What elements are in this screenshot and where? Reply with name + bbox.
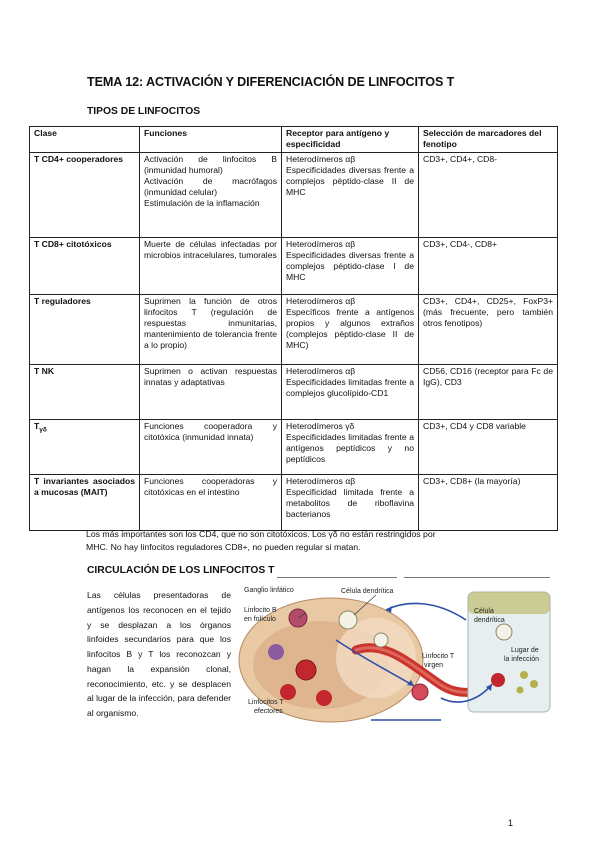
note-line: MHC. No hay linfocitos reguladores CD8+, no pueden regular si matan.: [86, 542, 361, 553]
label-linfocito-t-virgen: Linfocito T: [422, 653, 455, 660]
row-clase: T CD8+ citotóxicos: [30, 238, 140, 295]
funcion-line: Suprimen o activan respuestas innatas y adaptativas: [144, 366, 277, 387]
receptor-type: Heterodímeros γδ: [286, 421, 355, 431]
row-clase: T NK: [30, 365, 140, 420]
funcion-line: Funciones cooperadoras y citotóxicas en el intestino: [144, 476, 277, 497]
receptor-specificity: Específicos frente a antígenos propios y algunos extraños (complejos péptido-clase II de MHC): [286, 307, 414, 350]
receptor-type: Heterodímeros αβ: [286, 366, 356, 376]
row-funciones: [140, 365, 282, 420]
effector-t-cell: [316, 690, 332, 706]
label-ganglio: Ganglio linfático: [244, 587, 294, 594]
table-row: [30, 365, 558, 420]
page-number: 1: [508, 818, 514, 828]
receptor-type: Heterodímeros αβ: [286, 476, 356, 486]
receptor-type: Heterodímeros αβ: [286, 154, 356, 164]
row-funciones: [140, 153, 282, 238]
label-linfocito-b: en folículo: [244, 616, 276, 623]
section-title-tipos: TIPOS DE LINFOCITOS: [87, 106, 201, 117]
tissue-effector-t-cell: [491, 673, 505, 687]
row-marcadores: CD3+, CD4+, CD8-: [419, 153, 558, 238]
row-marcadores: CD3+, CD8+ (la mayoría): [419, 475, 558, 531]
section-title-circulacion: CIRCULACIÓN DE LOS LINFOCITOS T: [87, 565, 275, 576]
receptor-specificity: Especificidades diversas frente a complejos péptido-clase II de MHC: [286, 165, 414, 197]
header-funciones: Funciones: [140, 127, 282, 153]
clase-main: T: [34, 421, 40, 431]
row-receptor: [282, 365, 419, 420]
row-funciones: [140, 295, 282, 365]
section-divider: [404, 577, 550, 578]
tissue-dendritic-cell: [496, 624, 512, 640]
row-clase: T CD4+ cooperadores: [30, 153, 140, 238]
lymphocyte-circulation-figure: [236, 580, 554, 725]
row-funciones: [140, 420, 282, 475]
receptor-specificity: Especificidades limitadas frente a complejos glucolípido-CD1: [286, 377, 414, 398]
receptor-specificity: Especificidades diversas frente a complejos péptido-clase I de MHC: [286, 250, 414, 282]
circulation-diagram: [236, 580, 554, 725]
label-celula-dendritica-tejido: Célula: [474, 608, 494, 615]
label-linfocito-t-virgen: virgen: [424, 662, 444, 669]
row-clase: [30, 420, 140, 475]
table-row: [30, 295, 558, 365]
table-row: [30, 420, 558, 475]
row-clase: T invariantes asociados a mucosas (MAIT): [30, 475, 140, 531]
row-receptor: [282, 475, 419, 531]
circulation-paragraph: Las células presentadoras de antígenos los reconocen en el tejido y se desplazan a los órganos linfoides secundarios para que los linfocitos B y T los reconozcan y hagan la expansión clonal, reconocimiento, etc. y se desplacen al lugar de la infección, para defender al organismo.: [87, 590, 231, 719]
row-receptor: [282, 238, 419, 295]
header-marcadores: Selección de marcadores del fenotipo: [419, 127, 558, 153]
receptor-type: Heterodímeros αβ: [286, 239, 356, 249]
row-marcadores: CD3+, CD4+, CD25+, FoxP3+ (más frecuente, pero también otros fenotipos): [419, 295, 558, 365]
header-receptor: Receptor para antígeno y especificidad: [282, 127, 419, 153]
funcion-line: Suprimen la función de otros linfocitos T (regulación de respuestas inmunitarias, mantenimiento de tolerancia frente a lo propio): [144, 296, 277, 350]
bacterium: [530, 680, 538, 688]
table-notes: [86, 528, 516, 555]
receptor-specificity: Especificidad limitada frente a metabolitos de riboflavina bacterianos: [286, 487, 414, 519]
funcion-line: Muerte de células infectadas por microbios intracelulares, tumorales: [144, 239, 277, 260]
table-row: [30, 238, 558, 295]
b-lymphocyte-cell: [268, 644, 284, 660]
row-funciones: [140, 475, 282, 531]
bacterium: [517, 687, 524, 694]
row-marcadores: CD3+, CD4-, CD8+: [419, 238, 558, 295]
effector-t-cell: [280, 684, 296, 700]
funcion-line: Estimulación de la inflamación: [144, 198, 260, 208]
label-celula-dendritica: Célula dendrítica: [341, 588, 394, 595]
dendritic-cell: [339, 611, 357, 629]
funcion-line: Activación de macrófagos (inmunidad celular): [144, 176, 277, 197]
label-linfocito-b: Linfocito B: [244, 607, 277, 614]
table-header-row: [30, 127, 558, 153]
row-receptor: [282, 295, 419, 365]
page-title: TEMA 12: ACTIVACIÓN Y DIFERENCIACIÓN DE LINFOCITOS T: [87, 75, 455, 89]
row-clase: T reguladores: [30, 295, 140, 365]
header-clase: Clase: [30, 127, 140, 153]
clase-subscript: γδ: [39, 426, 47, 434]
funcion-line: Activación de linfocitos B (inmunidad humoral): [144, 154, 277, 175]
bacterium: [520, 671, 528, 679]
funcion-line: Funciones cooperadora y citotóxica (inmunidad innata): [144, 421, 277, 442]
label-linfocitos-t-efectores: Linfocitos T: [248, 699, 284, 706]
row-funciones: [140, 238, 282, 295]
lymphocyte-types-table: [29, 126, 558, 531]
effector-t-cell: [296, 660, 316, 680]
table-row: [30, 153, 558, 238]
receptor-specificity: Especificidades limitadas frente a antígenos peptídicos y no peptídicos: [286, 432, 414, 464]
section-divider: [277, 577, 397, 578]
label-lugar-infeccion: la infección: [504, 656, 540, 663]
label-lugar-infeccion: Lugar de: [511, 647, 539, 654]
row-marcadores: CD56, CD16 (receptor para Fc de IgG), CD3: [419, 365, 558, 420]
row-receptor: [282, 153, 419, 238]
naive-t-cell: [412, 684, 428, 700]
label-celula-dendritica-tejido: dendrítica: [474, 617, 505, 624]
dendritic-cell: [374, 633, 388, 647]
row-receptor: [282, 420, 419, 475]
note-line: Los más importantes son los CD4, que no son citotóxicos. Los γδ no están restringidos por: [86, 529, 436, 539]
receptor-type: Heterodímeros αβ: [286, 296, 356, 306]
table-row: [30, 475, 558, 531]
row-marcadores: CD3+, CD4 y CD8 variable: [419, 420, 558, 475]
label-linfocitos-t-efectores: efectores: [254, 708, 283, 715]
